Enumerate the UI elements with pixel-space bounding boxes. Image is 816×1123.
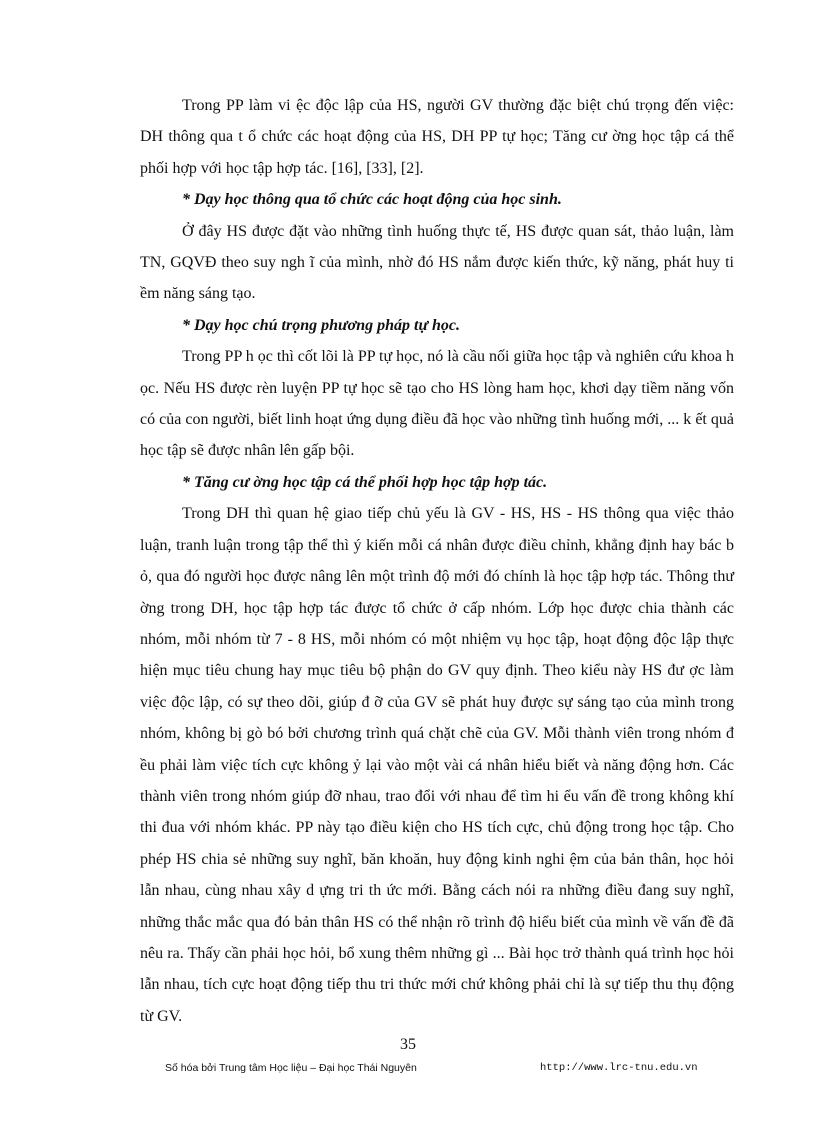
section-heading-cooperative: * Tăng cư ờng học tập cá thể phối hợp học tập hợp tác. [182, 473, 548, 491]
paragraph-cooperative: Trong DH thì quan hệ giao tiếp chủ yếu là GV - HS, HS - HS thông qua việc thảo luận, tranh luận trong tập thể thì ý kiến mỗi cá nhân được điều chỉnh, khẳng định hay bác b ỏ, qua đó người học được nâng lên một trình độ mới đó chính là học tập hợp tác. Thông thư ờng trong DH, học tập hợp tác được tổ chức ở cấp nhóm. Lớp học được chia thành các nhóm, mỗi nhóm từ 7 - 8 HS, mỗi nhóm có một nhiệm vụ học tập, hoạt động độc lập thực hiện mục tiêu chung hay mục tiêu bộ phận do GV quy định. Theo kiểu này HS đư ợc làm việc độc lập, có sự theo dõi, giúp đ ỡ của GV sẽ phát huy được sự sáng tạo của mình trong nhóm, không bị gò bó bởi chương trình quá chặt chẽ của GV. Mỗi thành viên trong nhóm đ ều phải làm việc tích cực không ỷ lại vào một vài cá nhân hiểu biết và năng động hơn. Các thành viên trong nhóm giúp đỡ nhau, trao đổi với nhau để tìm hi ểu vấn đề trong không khí thi đua với nhóm khác. PP này tạo điều kiện cho HS tích cực, chủ động trong học tập. Cho phép HS chia sẻ những suy nghĩ, băn khoăn, huy động kinh nghi ệm của bản thân, học hỏi lẫn nhau, cùng nhau xây d ựng tri th ức mới. Bằng cách nói ra những điều đang suy nghĩ, những thắc mắc qua đó bản thân HS có thể nhận rõ trình độ hiểu biết của mình về vấn đề đã nêu ra. Thấy cần phải học hỏi, bổ xung thêm những gì ... Bài học trở thành quá trình học hỏi lẫn nhau, tích cực hoạt động tiếp thu tri thức mới chứ không phải chỉ là sự tiếp thu thụ động từ GV. [140, 505, 734, 1025]
document-body [140, 90, 734, 1032]
page-number: 35 [400, 1036, 416, 1053]
paragraph-self-study: Trong PP h ọc thì cốt lõi là PP tự học, nó là cầu nối giữa học tập và nghiên cứu khoa h ọc. Nếu HS được rèn luyện PP tự học sẽ tạo cho HS lòng ham học, khơi dạy tiềm năng vốn có của con người, biết linh hoạt ứng dụng điều đã học vào những tình huống mới, ... k ết quả học tập sẽ được nhân lên gấp bội. [140, 348, 734, 460]
footer-url: http://www.lrc-tnu.edu.vn [540, 1062, 698, 1074]
section-heading-self-study: * Dạy học chú trọng phương pháp tự học. [182, 316, 461, 334]
section-heading-activities: * Dạy học thông qua tổ chức các hoạt động của học sinh. [182, 191, 562, 209]
paragraph-activities: Ở đây HS được đặt vào những tình huống thực tế, HS được quan sát, thảo luận, làm TN, GQVĐ theo suy ngh ĩ của mình, nhờ đó HS nắm được kiến thức, kỹ năng, phát huy ti ềm năng sáng tạo. [140, 222, 734, 303]
paragraph-intro: Trong PP làm vi ệc độc lập của HS, người GV thường đặc biệt chú trọng đến việc: DH thông qua t ổ chức các hoạt động của HS, DH PP tự học; Tăng cư ờng học tập cá thể phối hợp với học tập hợp tác. [16], [33], [2]. [140, 97, 734, 177]
footer-source-credit: Số hóa bởi Trung tâm Học liệu – Đại học Thái Nguyên [165, 1062, 417, 1074]
